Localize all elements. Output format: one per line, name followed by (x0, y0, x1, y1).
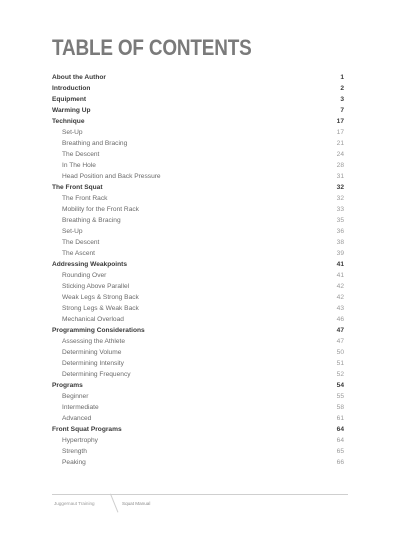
toc-entry-label: Mechanical Overload (62, 316, 124, 323)
toc-entry-page: 66 (336, 459, 344, 466)
toc-entry[interactable] (52, 402, 344, 413)
toc-entry-label: Intermediate (62, 404, 99, 411)
toc-entry-label: Rounding Over (62, 272, 107, 279)
toc-entry-page: 50 (336, 349, 344, 356)
toc-entry-label: Advanced (62, 415, 92, 422)
toc-entry-label: Breathing and Bracing (62, 140, 128, 147)
toc-entry-label: Determining Intensity (62, 360, 124, 367)
toc-entry-page: 42 (336, 283, 344, 290)
toc-entry-label: Front Squat Programs (52, 426, 122, 433)
toc-entry-label: Determining Frequency (62, 371, 131, 378)
toc-entry[interactable] (52, 248, 344, 259)
toc-entry[interactable] (52, 446, 344, 457)
toc-entry-label: Set-Up (62, 228, 83, 235)
toc-entry-page: 33 (336, 206, 344, 213)
toc-entry[interactable] (52, 270, 344, 281)
toc-entry-page: 52 (336, 371, 344, 378)
toc-entry-page: 3 (340, 96, 344, 103)
footer-brand: Juggernaut Training (54, 501, 95, 506)
toc-entry[interactable] (52, 325, 344, 336)
toc-entry[interactable] (52, 83, 344, 94)
toc-entry[interactable] (52, 138, 344, 149)
toc-entry-page: 42 (336, 294, 344, 301)
toc-entry-page: 64 (336, 426, 344, 433)
toc-entry-page: 31 (336, 173, 344, 180)
toc-entry-label: In The Hole (62, 162, 96, 169)
toc-entry[interactable] (52, 171, 344, 182)
toc-entry[interactable] (52, 424, 344, 435)
toc-entry-label: Weak Legs & Strong Back (62, 294, 139, 301)
toc-entry-label: Equipment (52, 96, 87, 103)
toc-entry-page: 32 (336, 195, 344, 202)
toc-entry-label: Head Position and Back Pressure (62, 173, 161, 180)
toc-entry-page: 1 (340, 74, 344, 81)
footer-divider (110, 494, 118, 513)
toc-entry-page: 46 (336, 316, 344, 323)
toc-entry[interactable] (52, 237, 344, 248)
toc-entry[interactable] (52, 435, 344, 446)
toc-entry-label: The Front Squat (52, 184, 103, 191)
toc-entry[interactable] (52, 72, 344, 83)
table-of-contents (52, 72, 344, 468)
toc-entry-page: 28 (336, 162, 344, 169)
toc-entry[interactable] (52, 314, 344, 325)
toc-entry[interactable] (52, 116, 344, 127)
toc-entry-page: 17 (336, 129, 344, 136)
toc-entry-page: 58 (336, 404, 344, 411)
toc-entry[interactable] (52, 182, 344, 193)
toc-entry-label: Addressing Weakpoints (52, 261, 127, 268)
toc-entry-label: Set-Up (62, 129, 83, 136)
toc-entry-page: 38 (336, 239, 344, 246)
toc-entry[interactable] (52, 127, 344, 138)
toc-entry[interactable] (52, 94, 344, 105)
footer-document-title: Squat Manual (122, 501, 151, 506)
toc-entry-label: Programs (52, 382, 83, 389)
toc-entry[interactable] (52, 215, 344, 226)
toc-entry[interactable] (52, 193, 344, 204)
toc-entry-label: Sticking Above Parallel (62, 283, 130, 290)
page-footer (52, 494, 348, 513)
toc-entry-label: Strength (62, 448, 87, 455)
toc-entry[interactable] (52, 259, 344, 270)
toc-entry-label: The Front Rack (62, 195, 108, 202)
toc-entry[interactable] (52, 347, 344, 358)
toc-entry[interactable] (52, 358, 344, 369)
toc-entry[interactable] (52, 303, 344, 314)
toc-entry[interactable] (52, 149, 344, 160)
toc-entry[interactable] (52, 380, 344, 391)
toc-entry-page: 41 (336, 261, 344, 268)
toc-entry-label: Strong Legs & Weak Back (62, 305, 139, 312)
toc-entry-label: The Ascent (62, 250, 95, 257)
page-title: TABLE OF CONTENTS (52, 35, 252, 60)
toc-entry-page: 54 (336, 382, 344, 389)
toc-entry-label: Hypertrophy (62, 437, 98, 444)
toc-entry-label: Programming Considerations (52, 327, 145, 334)
toc-entry[interactable] (52, 369, 344, 380)
toc-entry[interactable] (52, 336, 344, 347)
toc-entry[interactable] (52, 281, 344, 292)
toc-entry-label: Beginner (62, 393, 89, 400)
toc-entry[interactable] (52, 226, 344, 237)
toc-entry-page: 36 (336, 228, 344, 235)
toc-entry-page: 47 (336, 338, 344, 345)
toc-entry-page: 35 (336, 217, 344, 224)
toc-entry-page: 51 (336, 360, 344, 367)
toc-entry-page: 21 (336, 140, 344, 147)
toc-entry[interactable] (52, 292, 344, 303)
toc-entry[interactable] (52, 391, 344, 402)
toc-entry-page: 65 (336, 448, 344, 455)
toc-entry-page: 64 (336, 437, 344, 444)
toc-entry-label: The Descent (62, 239, 100, 246)
toc-entry[interactable] (52, 413, 344, 424)
toc-entry[interactable] (52, 160, 344, 171)
toc-entry[interactable] (52, 204, 344, 215)
toc-entry-page: 2 (340, 85, 344, 92)
toc-entry-label: Warming Up (52, 107, 91, 114)
toc-entry[interactable] (52, 105, 344, 116)
toc-entry-page: 7 (340, 107, 344, 114)
toc-entry-page: 43 (336, 305, 344, 312)
toc-entry-label: Breathing & Bracing (62, 217, 121, 224)
toc-entry-label: Mobility for the Front Rack (62, 206, 139, 213)
toc-entry-label: Determining Volume (62, 349, 122, 356)
toc-entry-label: Assessing the Athlete (62, 338, 126, 345)
toc-entry-page: 39 (336, 250, 344, 257)
toc-entry-page: 41 (336, 272, 344, 279)
toc-entry-page: 47 (336, 327, 344, 334)
toc-entry-page: 32 (336, 184, 344, 191)
toc-entry-page: 55 (336, 393, 344, 400)
toc-entry-label: The Descent (62, 151, 100, 158)
toc-entry-page: 17 (336, 118, 344, 125)
toc-entry-label: About the Author (52, 74, 106, 81)
toc-entry[interactable] (52, 457, 344, 468)
toc-entry-page: 24 (336, 151, 344, 158)
toc-entry-label: Technique (52, 118, 85, 125)
toc-entry-label: Peaking (62, 459, 86, 466)
toc-entry-page: 61 (336, 415, 344, 422)
toc-entry-label: Introduction (52, 85, 91, 92)
